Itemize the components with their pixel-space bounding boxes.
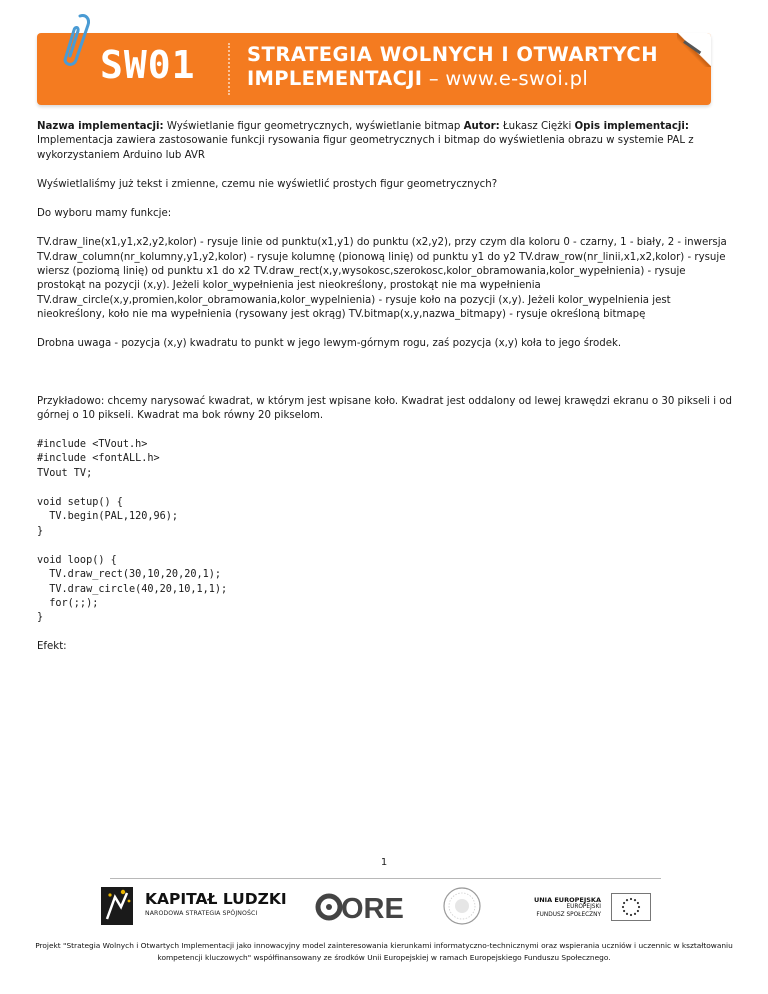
code-setup: void setup() { TV.begin(PAL,120,96); } <box>37 497 179 537</box>
ore-logo <box>316 891 404 925</box>
banner-title-implementacji: IMPLEMENTACJI <box>247 67 423 90</box>
paragraph-note: Drobna uwaga - pozycja (x,y) kwadratu to punkt w jego lewym-górnym rogu, zaś pozycja (x,y) koła to jego środek. <box>37 338 622 350</box>
code-loop: void loop() { TV.draw_rect(30,10,20,20,1); TV.draw_circle(40,20,10,1,1); for(;;); } <box>37 554 228 624</box>
spacer <box>37 367 732 395</box>
name-label: Nazwa implementacji: <box>37 121 164 132</box>
banner-separator: – <box>422 67 446 90</box>
banner-title-line2 <box>247 67 588 90</box>
ore-logo-text: ORE <box>341 893 404 925</box>
kapital-ludzki-logo-icon <box>97 883 137 929</box>
paragraph-functions-list: TV.draw_line(x1,y1,x2,y2,kolor) - rysuje linie od punktu(x1,y1) do punktu (x2,y2), przy czym dla koloru 0 - czarny, 1 - biały, 2 - inwersja TV.draw_column(nr_kolumny,y1,y2,kolor) - rysuje kolumnę (pionową linię) od punktu y1 do y2 TV.draw_row(nr_linii,x1,x2,kolor) - rysuje wiersz (poziomą linię) od punktu x1 do x2 TV.draw_rect(x,y,wysokosc,szerokosc,kolor_obramowania,kolor_wypełnienia) - rysuje prostokąt na pozycji (x,y). Jeżeli kolor_wypełnienia jest nieokreślony, prostokąt nie ma wypełnienia TV.draw_circle(x,y,promien,kolor_obramowania,kolor_wypelnienia) - rysuje koło na pozycji (x,y). Jeżeli kolor_wypelnienia jest nieokreślony, koło nie ma wypełnienia (rysowany jest okrąg) TV.bitmap(x,y,nazwa_bitmapy) - rysuje określoną bitmapę <box>37 237 727 320</box>
kapital-ludzki-title: KAPITAŁ LUDZKI <box>145 890 287 908</box>
logo-divider <box>228 43 230 95</box>
seal-logo <box>442 886 482 926</box>
page-number: 1 <box>380 857 388 868</box>
paragraph-functions-heading: Do wyboru mamy funkcje: <box>37 208 172 220</box>
kapital-ludzki-subtitle: NARODOWA STRATEGIA SPÓJNOŚCI <box>145 910 258 917</box>
eu-flag-icon <box>611 893 651 921</box>
paragraph-intro: Wyświetlaliśmy już tekst i zmienne, czemu nie wyświetlić prostych figur geometrycznych? <box>37 178 498 190</box>
paragraph-example: Przykładowo: chcemy narysować kwadrat, w którym jest wpisane koło. Kwadrat jest oddalony od lewej krawędzi ekranu o 30 pikseli i od górnej o 10 pikseli. Kwadrat ma bok równy 20 pikselom. <box>37 395 732 421</box>
paperclip-icon <box>58 10 92 68</box>
name-value: Wyświetlanie figur geometrycznych, wyświetlanie bitmap <box>163 121 464 132</box>
description-value: Implementacja zawiera zastosowanie funkcji rysowania figur geometrycznych i bitmap do wyświetlenia obrazu w systemie PAL z wykorzystaniem Arduino lub AVR <box>37 135 694 161</box>
eu-title: UNIA EUROPEJSKA <box>533 896 601 904</box>
document-body <box>37 120 732 670</box>
eu-subtitle-line1: EUROPEJSKI <box>566 904 601 910</box>
eu-subtitle <box>515 904 601 919</box>
banner-title-line1: STRATEGIA WOLNYCH I OTWARTYCH <box>247 43 659 66</box>
implementation-meta <box>37 120 732 163</box>
project-funding-note: Projekt "Strategia Wolnych i Otwartych Implementacji jako innowacyjny model zainteresowania kierunkami informatyczno-technicznymi oraz wspierania uczniów i uczennic w kształtowaniu kompetencji kluczowych" współfinansowany ze środków Unii Europejskiej w ramach Europejskiego Funduszu Społecznego. <box>35 941 733 962</box>
description-label: Opis implementacji: <box>574 121 689 132</box>
footer-divider <box>110 878 661 879</box>
eu-subtitle-line2: FUNDUSZ SPOŁECZNY <box>536 911 601 918</box>
effect-label: Efekt: <box>37 641 67 653</box>
swoi-logo: SW01 <box>100 43 196 87</box>
code-includes: #include <TVout.h> #include <fontALL.h> TVout TV; <box>37 439 160 479</box>
author-value: Łukasz Ciężki <box>499 121 575 132</box>
banner-url-link[interactable]: www.e-swoi.pl <box>445 67 589 90</box>
author-label: Autor: <box>463 121 500 132</box>
